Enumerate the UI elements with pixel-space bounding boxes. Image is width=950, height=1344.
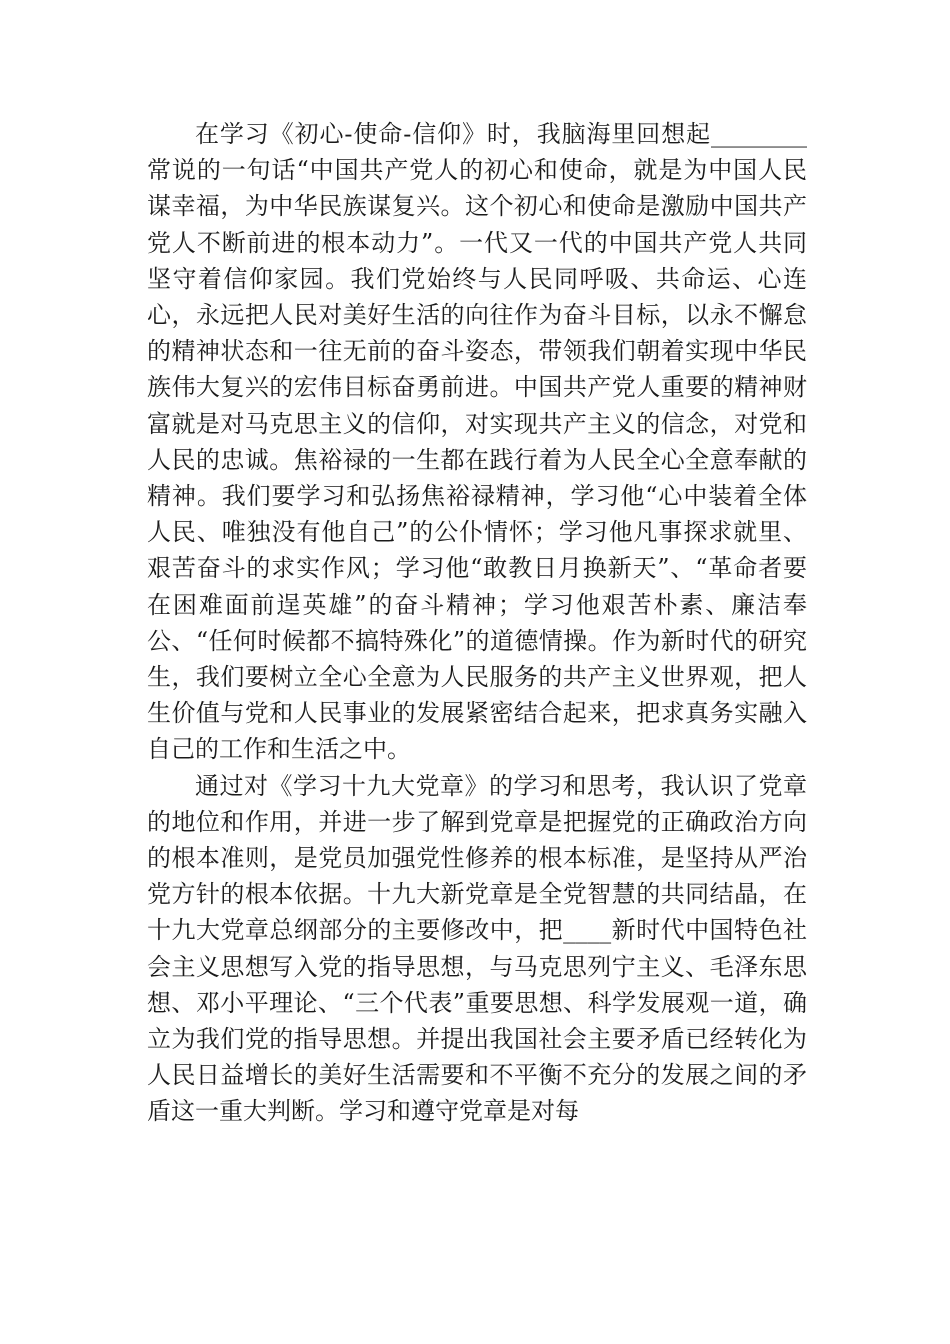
- paragraph-2: 通过对《学习十九大党章》的学习和思考，我认识了党章的地位和作用，并进一步了解到党章是把握党的正确政治方向的根本准则，是党员加强党性修养的根本标准，是坚持从严治党方针的根本依据。十九大新党章是全党智慧的共同结晶，在十九大党章总纲部分的主要修改中，把____新时代中国特色社会主义思想写入党的指导思想，与马克思列宁主义、毛泽东思想、邓小平理论、“三个代表”重要思想、科学发展观一道，确立为我们党的指导思想。并提出我国社会主要矛盾已经转化为人民日益增长的美好生活需要和不平衡不充分的发展之间的矛盾这一重大判断。学习和遵守党章是对每: [147, 771, 807, 1126]
- paragraph-1: 在学习《初心-使命-信仰》时，我脑海里回想起________常说的一句话“中国共产党人的初心和使命，就是为中国人民谋幸福，为中华民族谋复兴。这个初心和使命是激励中国共产党人不断前进的根本动力”。一代又一代的中国共产党人共同坚守着信仰家园。我们党始终与人民同呼吸、共命运、心连心，永远把人民对美好生活的向往作为奋斗目标，以永不懈怠的精神状态和一往无前的奋斗姿态，带领我们朝着实现中华民族伟大复兴的宏伟目标奋勇前进。中国共产党人重要的精神财富就是对马克思主义的信仰，对实现共产主义的信念，对党和人民的忠诚。焦裕禄的一生都在践行着为人民全心全意奉献的精神。我们要学习和弘扬焦裕禄精神，学习他“心中装着全体人民、唯独没有他自己”的公仆情怀；学习他凡事探求就里、艰苦奋斗的求实作风；学习他“敢教日月换新天”、“革命者要在困难面前逞英雄”的奋斗精神；学习他艰苦朴素、廉洁奉公、“任何时候都不搞特殊化”的道德情操。作为新时代的研究生，我们要树立全心全意为人民服务的共产主义世界观，把人生价值与党和人民事业的发展紧密结合起来，把求真务实融入自己的工作和生活之中。: [147, 120, 807, 764]
- document-body: [147, 116, 807, 1130]
